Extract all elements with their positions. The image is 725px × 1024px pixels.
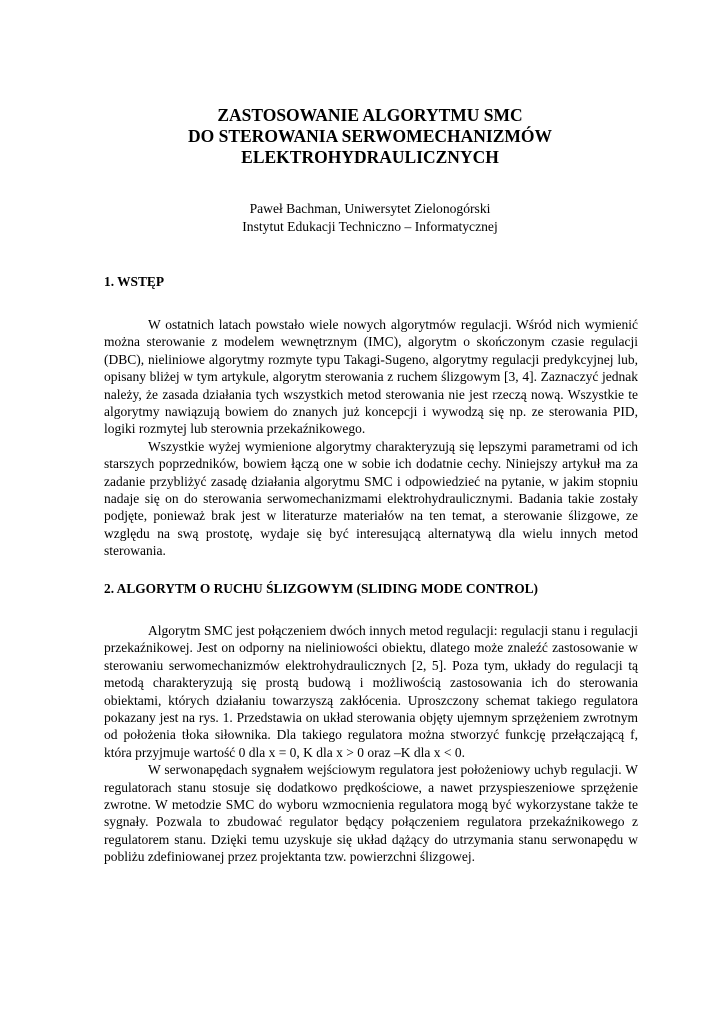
section-1-body bbox=[104, 316, 638, 560]
title-line-3: ELEKTROHYDRAULICZNYCH bbox=[241, 147, 499, 167]
section-2-heading: 2. ALGORYTM O RUCHU ŚLIZGOWYM (SLIDING MODE CONTROL) bbox=[104, 581, 539, 596]
title-line-2: DO STEROWANIA SERWOMECHANIZMÓW bbox=[187, 126, 552, 146]
section-1-heading: 1. WSTĘP bbox=[104, 274, 165, 289]
section-2-paragraph-1: Algorytm SMC jest połączeniem dwóch innych metod regulacji: regulacji stanu i regulacji przekaźnikowej. Jest on odporny na nieliniowości obiektu, dlatego może znaleźć zastosowanie w sterowaniu serwomechanizmów elektrohydraulicznych [2, 5]. Poza tym, układy do regulacji tą metodą charakteryzują się prostą budową i możliwością zastosowania ich do sterowania obiektami, których działaniu towarzyszą zakłócenia. Uproszczony schemat takiego regulatora pokazany jest na rys. 1. Przedstawia on układ sterowania objęty ujemnym sprzężeniem zwrotnym od położenia tłoka siłownika. Dla takiego regulatora można stworzyć funkcję przełączającą f, która przyjmuje wartość 0 dla x = 0, K dla x > 0 oraz –K dla x < 0. bbox=[104, 623, 638, 760]
section-1-paragraph-1: W ostatnich latach powstało wiele nowych algorytmów regulacji. Wśród nich wymienić można sterowanie z modelem wewnętrznym (IMC), algorytm o skończonym czasie regulacji (DBC), nieliniowe algorytmy rozmyte typu Takagi-Sugeno, algorytmy regulacji predykcyjnej lub, opisany bliżej w tym artykule, algorytm sterowania z ruchem ślizgowym [3, 4]. Zaznaczyć jednak należy, że zasada działania tych wszystkich metod sterowania nie jest rzeczą nową. Wszystkie te algorytmy nawiązują bowiem do znanych już koncepcji i wywodzą się np. ze sterowania PID, logiki rozmytej lub sterownia przekaźnikowego. bbox=[104, 317, 638, 437]
paper-title bbox=[100, 105, 640, 168]
author-line-1: Paweł Bachman, Uniwersytet Zielonogórski bbox=[249, 201, 491, 216]
author-affiliation bbox=[100, 200, 640, 236]
section-2-paragraph-2: W serwonapędach sygnałem wejściowym regulatora jest położeniowy uchyb regulacji. W regulatorach stanu stosuje się dodatkowo prędkościowe, a nawet przyspieszeniowe sprzężenie zwrotne. W metodzie SMC do wyboru wzmocnienia regulatora mogą być wykorzystane także te sygnały. Pozwala to zbudować regulator będący połączeniem regulatora przekaźnikowego z regulatorem stanu. Dzięki temu uzyskuje się układ dążący do utrzymania stanu serwonapędu w pobliżu zdefiniowanej przez projektanta tzw. powierzchni ślizgowej. bbox=[104, 762, 638, 865]
title-line-1: ZASTOSOWANIE ALGORYTMU SMC bbox=[217, 105, 523, 125]
author-line-2: Instytut Edukacji Techniczno – Informatycznej bbox=[242, 219, 498, 234]
section-1-paragraph-2: Wszystkie wyżej wymienione algorytmy charakteryzują się lepszymi parametrami od ich starszych poprzedników, bowiem łączą one w sobie ich dodatnie cechy. Niniejszy artykuł ma za zadanie przybliżyć zasadę działania algorytmu SMC i odpowiedzieć na pytanie, w jakim stopniu nadaje się on do sterowania serwomechanizmami elektrohydraulicznymi. Badania takie zostały podjęte, ponieważ brak jest w literaturze materiałów na ten temat, a sterowanie ślizgowe, ze względu na swą prostotę, wydaje się być interesującą alternatywą dla wielu innych metod sterowania. bbox=[104, 438, 638, 559]
section-2-body bbox=[104, 622, 638, 866]
